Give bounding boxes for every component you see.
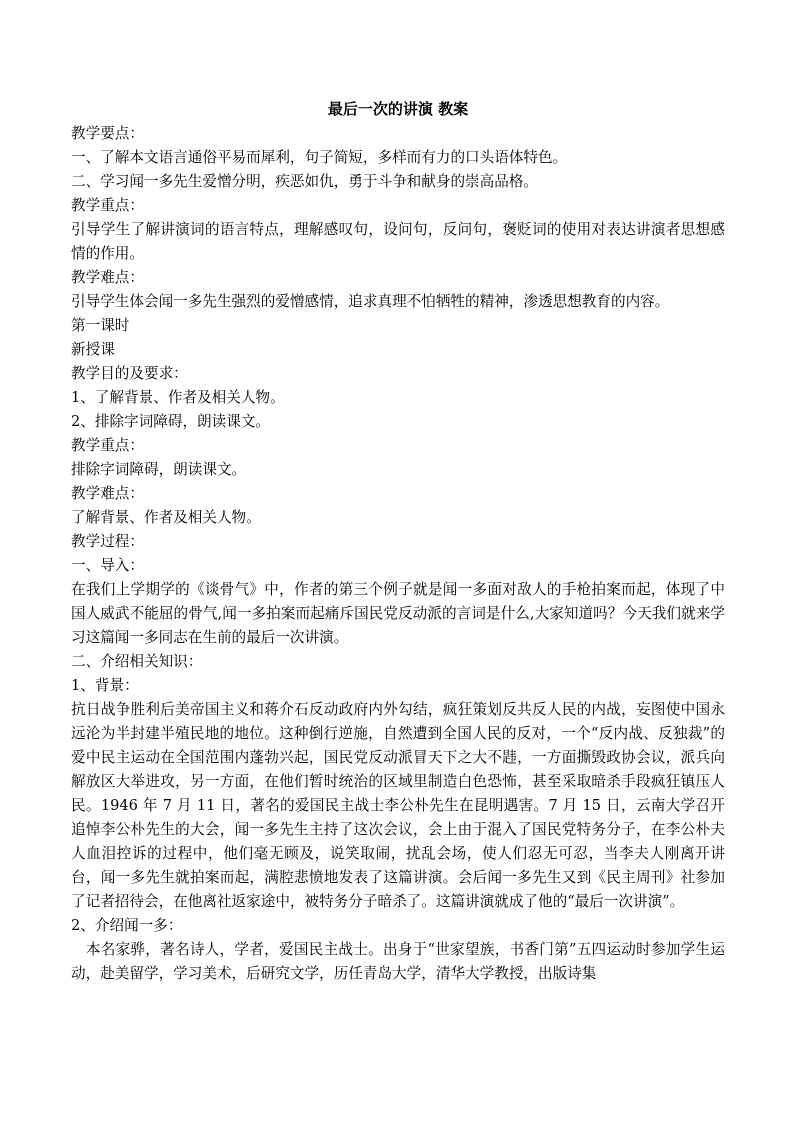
body-line: 教学重点： xyxy=(71,197,144,214)
body-paragraph: 引导学生了解讲演词的语言特点，理解感叹句，设问句，反问句，褒贬词的使用对表达讲演者思想感情的作用。 xyxy=(71,221,725,262)
body-line: 1、了解背景、作者及相关人物。 xyxy=(71,389,285,406)
body-line: 教学要点： xyxy=(71,125,144,142)
body-line: 新授课 xyxy=(71,341,115,358)
body-line: 教学重点： xyxy=(71,437,144,454)
body-paragraph: 在我们上学期学的《谈骨气》中，作者的第三个例子就是闻一多面对敌人的手枪拍案而起，体现了中国人威武不能屈的骨气,闻一多拍案而起痛斥国民党反动派的言词是什么,大家知道吗？今天我们就来学习这篇闻一多同志在生前的最后一次讲演。 xyxy=(71,581,725,646)
body-line: 了解背景、作者及相关人物。 xyxy=(71,509,261,526)
body-line: 排除字词障碍，朗读课文。 xyxy=(71,461,247,478)
body-line: 一、了解本文语言通俗平易而犀利，句子简短，多样而有力的口头语体特色。 xyxy=(71,149,568,166)
body-paragraph: 抗日战争胜利后美帝国主义和蒋介石反动政府内外勾结，疯狂策划反共反人民的内战，妄图使中国永远沦为半封建半殖民地的地位。这种倒行逆施，自然遭到全国人民的反对，一个“反内战、反独裁”的爱中民主运动在全国范围内蓬勃兴起，国民党反动派冒天下之大不韪，一方面撕毁政协会议，派兵向解放区大举进攻，另一方面，在他们暂时统治的区域里制造白色恐怖，甚至采取暗杀手段疯狂镇压人民。1946 年 7 月 11 日，著名的爱国民主战士李公朴先生在昆明遇害。7 月 15 日，云南大学召开追悼李公朴先生的大会，闻一多先生主持了这次会议，会上由于混入了国民党特务分子，在李公朴夫人血泪控诉的过程中，他们毫无顾及，说笑取闹，扰乱会场，使人们忍无可忍，当李夫人刚离开讲台，闻一多先生就拍案而起，满腔悲愤地发表了这篇讲演。会后闻一多先生又到《民主周刊》社参加了记者招待会，在他离社返家途中，被特务分子暗杀了。这篇讲演就成了他的“最后一次讲演”。 xyxy=(71,701,725,910)
document-page xyxy=(71,96,725,986)
body-line: 2、排除字词障碍，朗读课文。 xyxy=(71,413,271,430)
body-line: 教学目的及要求： xyxy=(71,365,188,382)
body-line: 一、导入： xyxy=(71,557,144,574)
body-paragraph: 本名家骅，著名诗人，学者，爱国民主战士。出身于“世家望族，书香门第”五四运动时参加学生运动，赴美留学，学习美术，后研究文学，历任青岛大学，清华大学教授，出版诗集 xyxy=(71,941,725,982)
document-body xyxy=(71,122,725,986)
body-line: 引导学生体会闻一多先生强烈的爱憎感情，追求真理不怕牺牲的精神，渗透思想教育的内容。 xyxy=(71,293,670,310)
body-line: 二、学习闻一多先生爱憎分明，疾恶如仇，勇于斗争和献身的崇高品格。 xyxy=(71,173,539,190)
body-line: 第一课时 xyxy=(71,317,130,334)
body-line: 1、背景： xyxy=(71,677,139,694)
body-line: 教学难点： xyxy=(71,269,144,286)
body-line: 教学难点： xyxy=(71,485,144,502)
body-line: 2、介绍闻一多： xyxy=(71,917,183,934)
body-line: 二、介绍相关知识： xyxy=(71,653,203,670)
body-line: 教学过程： xyxy=(71,533,144,550)
document-title: 最后一次的讲演 教案 xyxy=(327,100,469,118)
